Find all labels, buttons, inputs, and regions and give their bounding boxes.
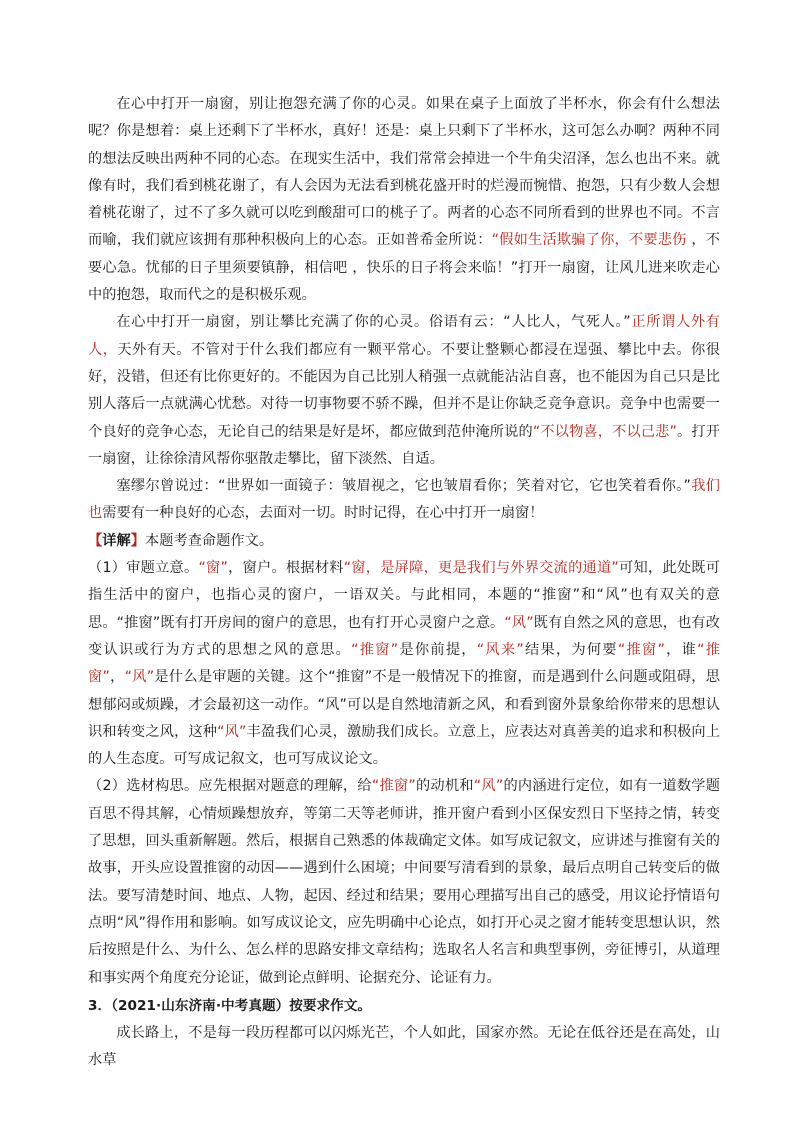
detail-heading [88,528,720,555]
analysis-paragraph-2: （2）选材构思。应先根据对题意的理解，给“推窗”的动机和“风”的内涵进行定位，如有一道数学题百思不得其解，心情烦躁想放弃，等第二天等老师讲，推开窗户看到小区保安烈日下坚持之情，转变了思想，回头重新解题。然后，根据自己熟悉的体裁确定文体。如写成记叙文，应讲述与推窗有关的故事，开头应设置推窗的动因——遇到什么困境；中间要写清看到的景象，最后点明自己转变后的做法。要写清楚时间、地点、人物，起因、经过和结果；要用心理描写出自己的感受，用议论抒情语句点明“风”得作用和影响。如写成议论文，应先明确中心论点，如打开心灵之窗才能转变思想认识，然后按照是什么、为什么、怎么样的思路安排文章结构；选取名人名言和典型事例，旁征博引，从道理和事实两个角度充分论证，做到论点鲜明、论据充分、论证有力。 [88,778,720,986]
essay-paragraph-1 [88,91,720,309]
essay-text: 在心中打开一扇窗，别让抱怨充满了你的心灵。如果在桌子上面放了半杯水，你会有什么想法呢？你是想着：桌上还剩下了半杯水，真好！还是：桌上只剩下了半杯水，这可怎么办啊？两种不同的想法反映出两种不同的心态。在现实生活中，我们常常会掉进一个牛角尖沼泽，怎么也出不来。就像有时，我们看到桃花谢了，有人会因为无法看到桃花盛开时的烂漫而惋惜、抱怨，只有少数人会想着桃花谢了，过不了多久就可以吃到酸甜可口的桃子了。两者的心态不同所看到的世界也不同。不言而喻，我们就应该拥有那种积极向上的心态。正如普希金所说： [88,96,720,249]
question-3-body: 成长路上，不是每一段历程都可以闪烁光芒，个人如此，国家亦然。无论在低谷还是在高处，山水草 [88,1025,720,1069]
essay-paragraph-3 [88,473,720,528]
highlighted-quote: “不以物喜，不以己悲” [532,423,677,440]
essay-text: 塞缪尔曾说过：“世界如一面镜子：皱眉视之，它也皱眉看你；笑着对它，它也笑着看你。” [116,478,691,495]
detail-label: 【详解】 [88,532,145,549]
highlighted-phrase: 正所谓人外有人， [88,314,720,358]
document-content [88,91,720,1075]
essay-text: 需要有一种良好的心态，去面对一切。时时记得，在心中打开一扇窗！ [102,505,544,522]
highlighted-phrase: 我们也 [88,478,720,522]
highlighted-quote: “假如生活欺骗了你，不要悲伤 [491,232,687,249]
detail-intro: 本题考查命题作文。 [144,532,274,549]
essay-text: 天外有天。不管对于什么我们都应有一颗平常心。不要让整颗心都浸在逞强、攀比中去。你很好，没错，但还有比你更好的。不能因为自己比别人稍强一点就能沾沾自喜，也不能因为自己只是比别人落后一点就满心忧愁。对待一切事物要不骄不躁，但并不是让你缺乏竞争意识。竞争中也需要一个良好的竞争心态，无论自己的结果是好是坏，都应做到范仲淹所说的 [88,341,720,440]
analysis-paragraph-1: （1）审题立意。“窗”，窗户。根据材料“窗，是屏障，更是我们与外界交流的通道”可知，此处既可指生活中的窗户，也指心灵的窗户，一语双关。与此相同，本题的“推窗”和“风”也有双关的意思。“推窗”既有打开房间的窗户的意思，也有打开心灵窗户之意。“风”既有自然之风的意思，也有改变认识或行为方式的思想之风的意思。“推窗”是你前提，“风来”结果，为何要“推窗”，谁“推窗”，“风”是什么是审题的关键。这个“推窗”不是一般情况下的推窗，而是遇到什么问题或阻碍，思想郁闷或烦躁，才会最初这一动作。“风”可以是自然地清新之风，和看到窗外景象给你带来的思想认识和转变之风，这种“风”丰盈我们心灵，激励我们成长。立意上，应表达对真善美的追求和积极向上的人生态度。可写成记叙文，也可写成议论文。 [88,560,721,768]
essay-text: 在心中打开一扇窗，别让攀比充满了你的心灵。俗语有云：“人比人，气死人。” [116,314,631,331]
essay-text: 。打开一扇窗，让徐徐清风帮你驱散走攀比，留下淡然、自适。 [88,423,720,467]
essay-text: ，不要心急。忧郁的日子里须要镇静，相信吧 ，快乐的日子将会来临！”打开一扇窗，让风儿进来吹走心中的抱怨，取而代之的是积极乐观。 [88,232,720,304]
question-3-title: 3．（2021·山东济南·中考真题）按要求作文。 [88,997,372,1014]
essay-paragraph-2 [88,309,720,473]
